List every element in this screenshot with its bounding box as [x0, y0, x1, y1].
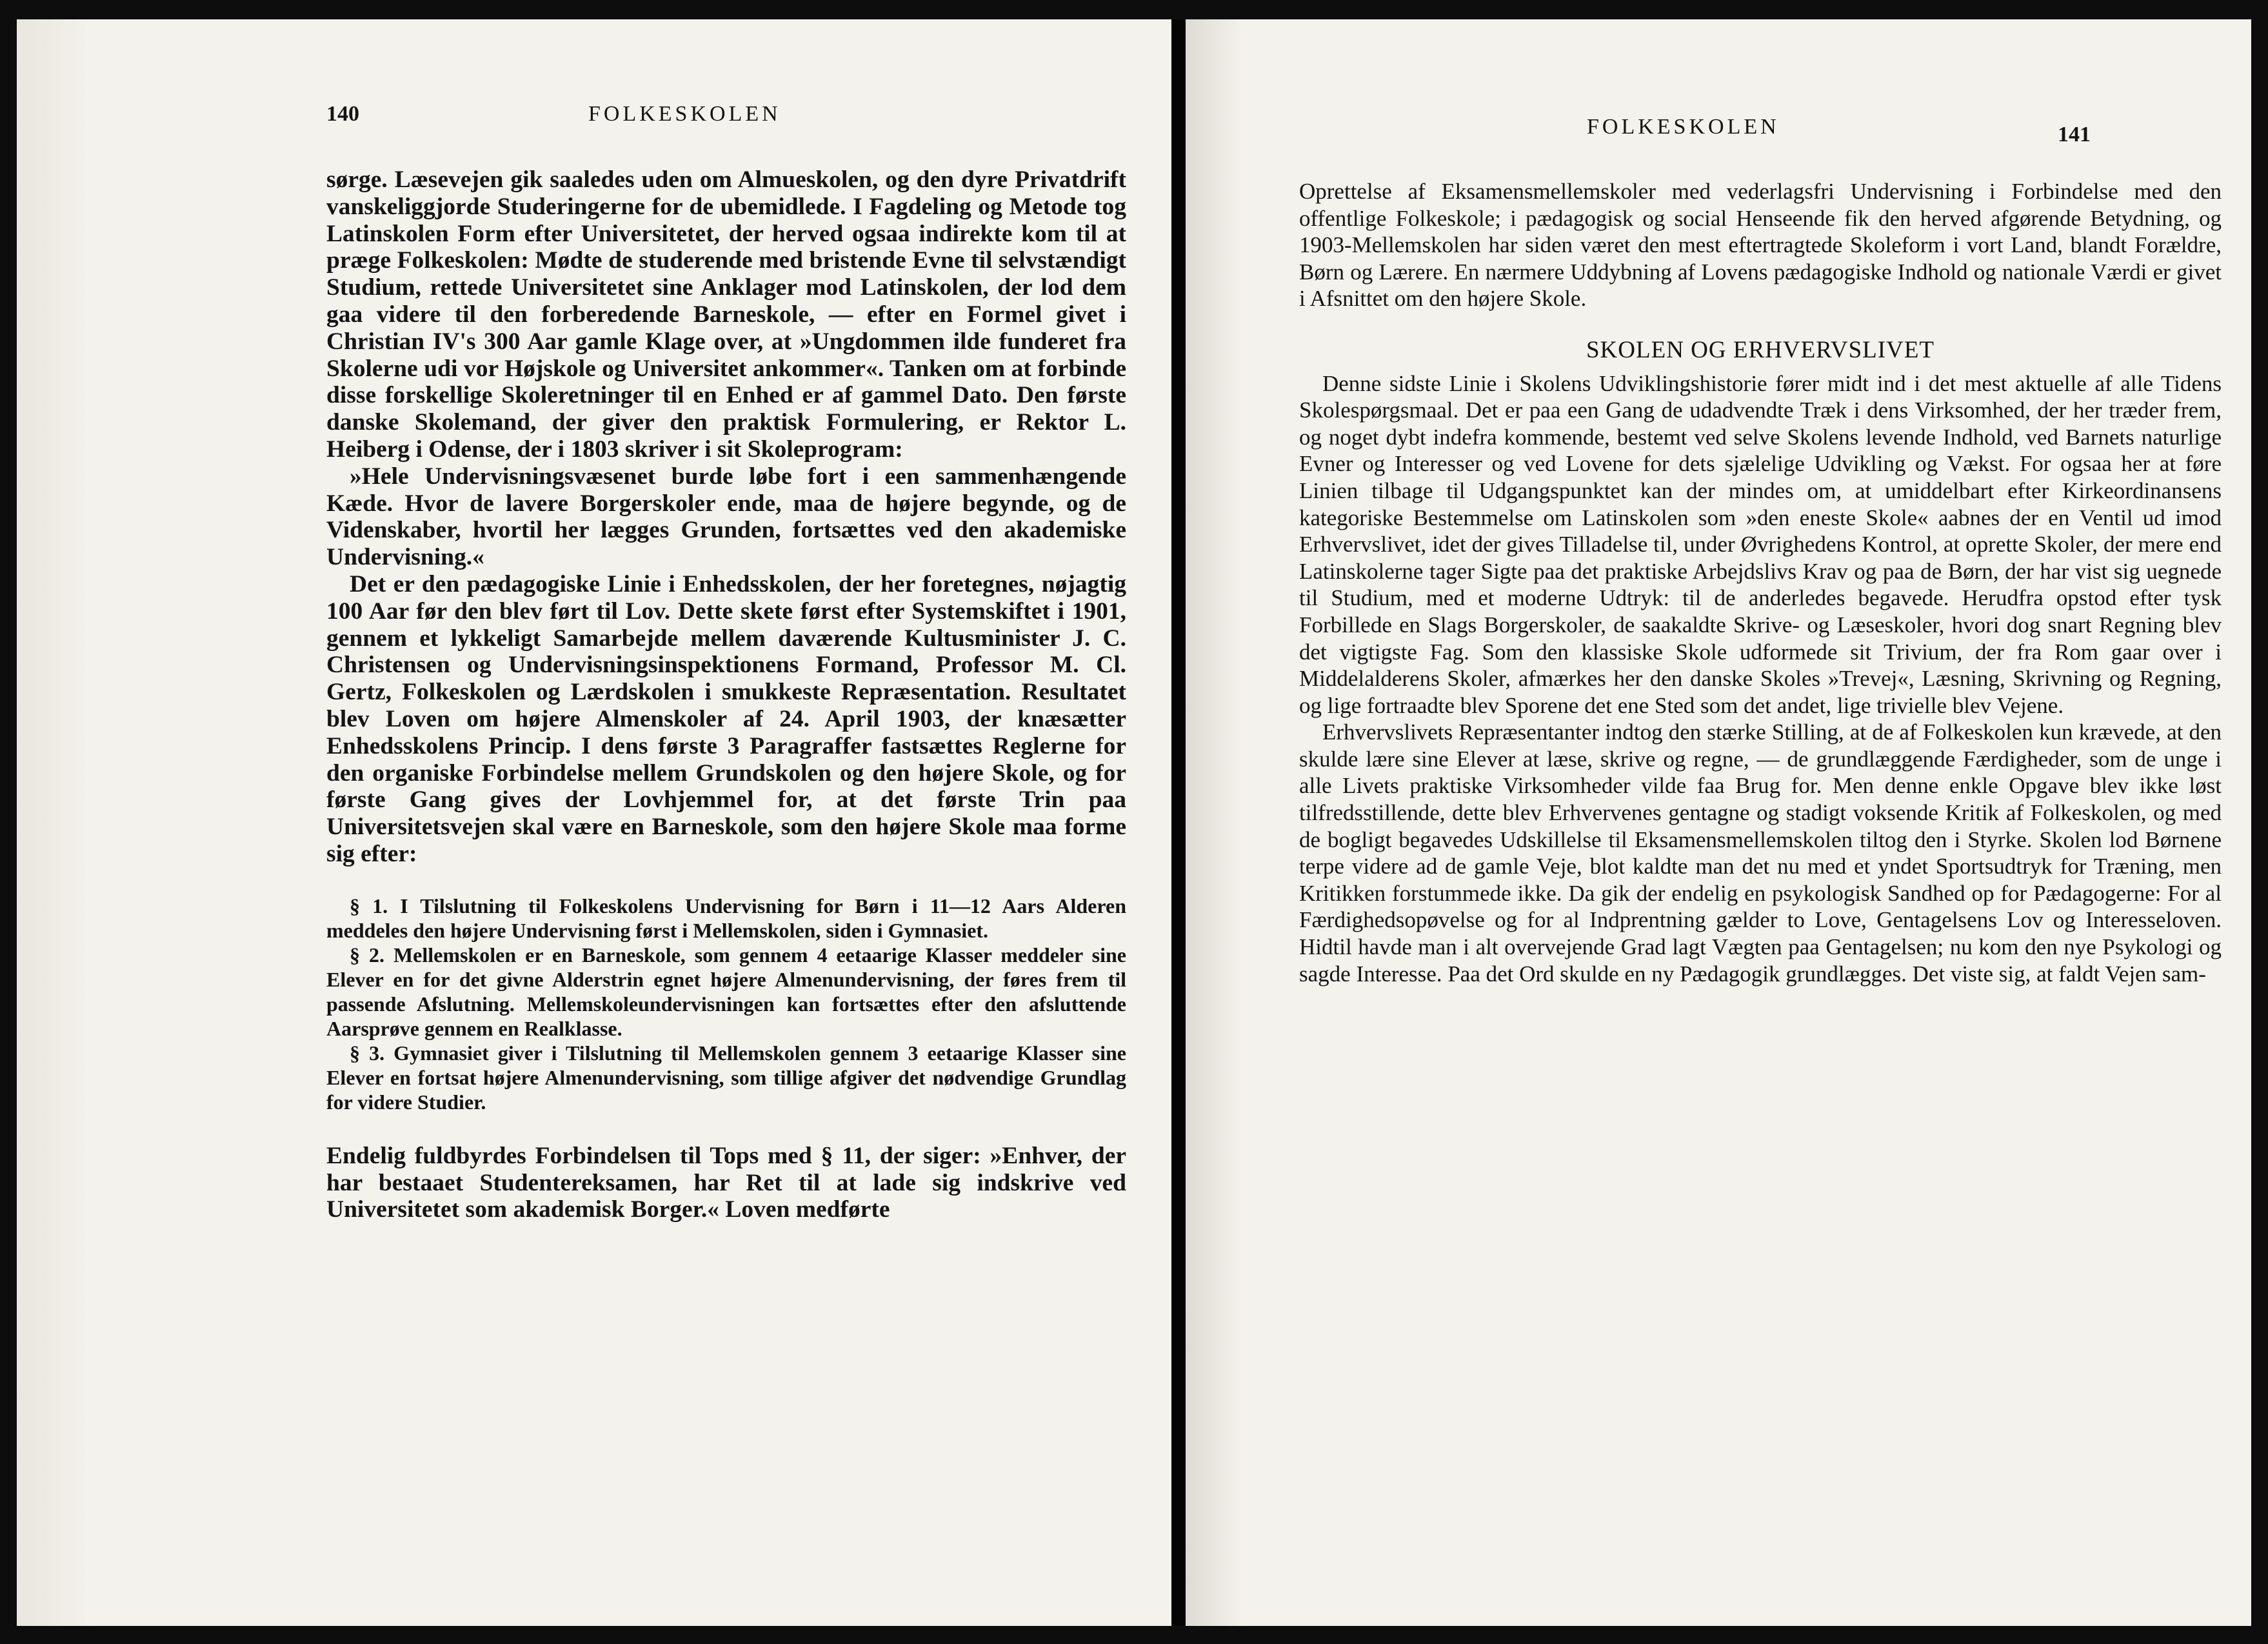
- right-page: [1186, 19, 2251, 1626]
- section-heading: SKOLEN OG ERHVERVSLIVET: [1586, 336, 1935, 363]
- running-head-right: FOLKESKOLEN: [1587, 115, 1780, 139]
- page-number-right: 141: [2058, 123, 2091, 146]
- paragraph: Oprettelse af Eksamensmellemskoler med vederlagsfri Undervisning i Forbindelse med den offentlige Folkeskole; i pædagogisk og social Henseende fik den herved afgørende Betydning, og 1903-Mellemskolen har siden været den mest eftertragtede Skoleform i vort Land, blandt Forældre, Børn og Lærere. En nærmere Uddybning af Lovens pædagogiske Indhold og nationale Værdi er givet i Afsnittet om den højere Skole.: [1299, 179, 2222, 312]
- law-quote: [326, 894, 1126, 1114]
- paragraph: Erhvervslivets Repræsentanter indtog den stærke Stilling, at de af Folkeskolen kun krævede, at den skulde lære sine Elever at læse, skrive og regne, — de grundlæggende Færdigheder, som de unge i alle Livets praktiske Virksomheder vilde faa Brug for. Men denne enkle Opgave blev ikke løst tilfredsstillende, dette blev Erhvervenes gentagne og stadigt voksende Kritik af Folkeskolen, og med de bogligt begavedes Udskillelse til Eksamensmellemskolen tiltog den i Styrke. Skolen lod Børnene terpe videre ad de gamle Veje, blot kaldte man det nu med et yndet Sportsudtryk for Træning, men Kritikken forstummede ikke. Da gik der endelig en psykologisk Sandhed op for Pædagogerne: For al Færdighedsopøvelse og for al Indprentning gælder to Love, Gentagelsens Lov og Interesseloven. Hidtil havde man i alt overvejende Grad lagt Vægten paa Gentagelsen; nu kom den nye Psykologi og sagde Interesse. Paa det Ord skulde en ny Pædagogik grundlægges. Det viste sig, at faldt Vejen sam-: [1299, 719, 2222, 987]
- left-body: [326, 166, 1126, 1223]
- paragraph: sørge. Læsevejen gik saaledes uden om Almueskolen, og den dyre Privatdrift vanskeliggjorde Studeringerne for de ubemidlede. I Fagdeling og Metode tog Latinskolen Form efter Universitetet, der herved ogsaa indirekte kom til at præge Folkeskolen: Mødte de studerende med bristende Evne til selvstændigt Studium, rettede Universitetet sine Anklager mod Latinskolen, der lod dem gaa videre til den forberedende Barneskole, — efter en Formel givet i Christian IV's 300 Aar gamle Klage over, at »Ungdommen ilde funderet fra Skolerne udi vor Højskole og Universitet ankommer«. Tanken om at forbinde disse forskellige Skoleretninger til en Enhed er af gammel Dato. Den første danske Skolemand, der giver den praktisk Formulering, er Rektor L. Heiberg i Odense, der i 1803 skriver i sit Skoleprogram:: [326, 166, 1126, 463]
- running-head-left: FOLKESKOLEN: [588, 102, 781, 126]
- book-gutter: [1171, 19, 1186, 1626]
- quote-paragraph: § 1. I Tilslutning til Folkeskolens Undervisning for Børn i 11—12 Aars Alderen meddeles den højere Undervisning først i Mellemskolen, siden i Gymnasiet.: [326, 894, 1126, 942]
- paragraph: Endelig fuldbyrdes Forbindelsen til Tops med § 11, der siger: »Enhver, der har bestaaet Studentereksamen, har Ret til at lade sig indskrive ved Universitetet som akademisk Borger.« Loven medførte: [326, 1142, 1126, 1223]
- page-number-left: 140: [326, 102, 359, 126]
- quote-paragraph: § 2. Mellemskolen er en Barneskole, som gennem 4 eetaarige Klasser meddeler sine Elever en for det givne Alderstrin egnet højere Almenundervisning, der føres frem til passende Afslutning. Mellemskoleundervisningen kan fortsættes efter den afsluttende Aarsprøve gennem en Realklasse.: [326, 943, 1126, 1040]
- paragraph: Det er den pædagogiske Linie i Enhedsskolen, der her foretegnes, nøjagtig 100 Aar før den blev ført til Lov. Dette skete først efter Systemskiftet i 1901, gennem et lykkeligt Samarbejde mellem daværende Kultusminister J. C. Christensen og Undervisningsinspektionens Formand, Professor M. Cl. Gertz, Folkeskolen og Lærdskolen i smukkeste Repræsentation. Resultatet blev Loven om højere Almenskoler af 24. April 1903, der knæsætter Enhedsskolens Princip. I dens første 3 Paragraffer fastsættes Reglerne for den organiske Forbindelse mellem Grundskolen og den højere Skole, og for første Gang gives der Lovhjemmel for, at det første Trin paa Universitetsvejen skal være en Barneskole, som den højere Skole maa forme sig efter:: [326, 570, 1126, 867]
- paragraph: »Hele Undervisningsvæsenet burde løbe fort i een sammenhængende Kæde. Hvor de lavere Borgerskoler ende, maa de højere begynde, og de Videnskaber, hvortil her lægges Grunden, fortsættes ved den akademiske Undervisning.«: [326, 463, 1126, 571]
- paragraph: Denne sidste Linie i Skolens Udviklingshistorie fører midt ind i det mest aktuelle af alle Tidens Skolespørgsmaal. Det er paa een Gang de udadvendte Træk i dens Virksomhed, der her træder frem, og noget dybt indefra kommende, bestemt ved selve Skolens levende Indhold, ved Barnets naturlige Evner og Interesser og ved Lovene for dets sjælelige Udvikling og Vækst. For ogsaa her at føre Linien tilbage til Udgangspunktet kan der mindes om, at umiddelbart efter Kirkeordinansens kategoriske Bestemmelse om Latinskolen som »den eneste Skole« aabnes der en Ventil ud imod Erhvervslivet, idet der gives Tilladelse til, under Øvrighedens Kontrol, at oprette Skoler, der mere end Latinskolerne tager Sigte paa det praktiske Arbejdslivs Krav og paa de Børn, der har vist sig uegnede til Studium, med et moderne Udtryk: til de anderledes begavede. Herudfra opstod efter tysk Forbillede en Slags Borgerskoler, de saakaldte Skrive- og Læseskoler, hvori dog snart Regning blev det vigtigste Fag. Som den klassiske Skole udformede sit Trivium, der fra Rom gaar over i Middelalderens Skoler, afmærkes her den danske Skoles »Trevej«, Læsning, Skrivning og Regning, og lige fortraadte blev Sporene det ene Sted som det andet, lige trivielle blev Vejene.: [1299, 370, 2222, 718]
- quote-paragraph: § 3. Gymnasiet giver i Tilslutning til Mellemskolen gennem 3 eetaarige Klasser sine Elever en fortsat højere Almenundervisning, som tillige afgiver det nødvendige Grundlag for videre Studier.: [326, 1041, 1126, 1114]
- right-body: [1299, 178, 2222, 987]
- left-page: [17, 19, 1171, 1626]
